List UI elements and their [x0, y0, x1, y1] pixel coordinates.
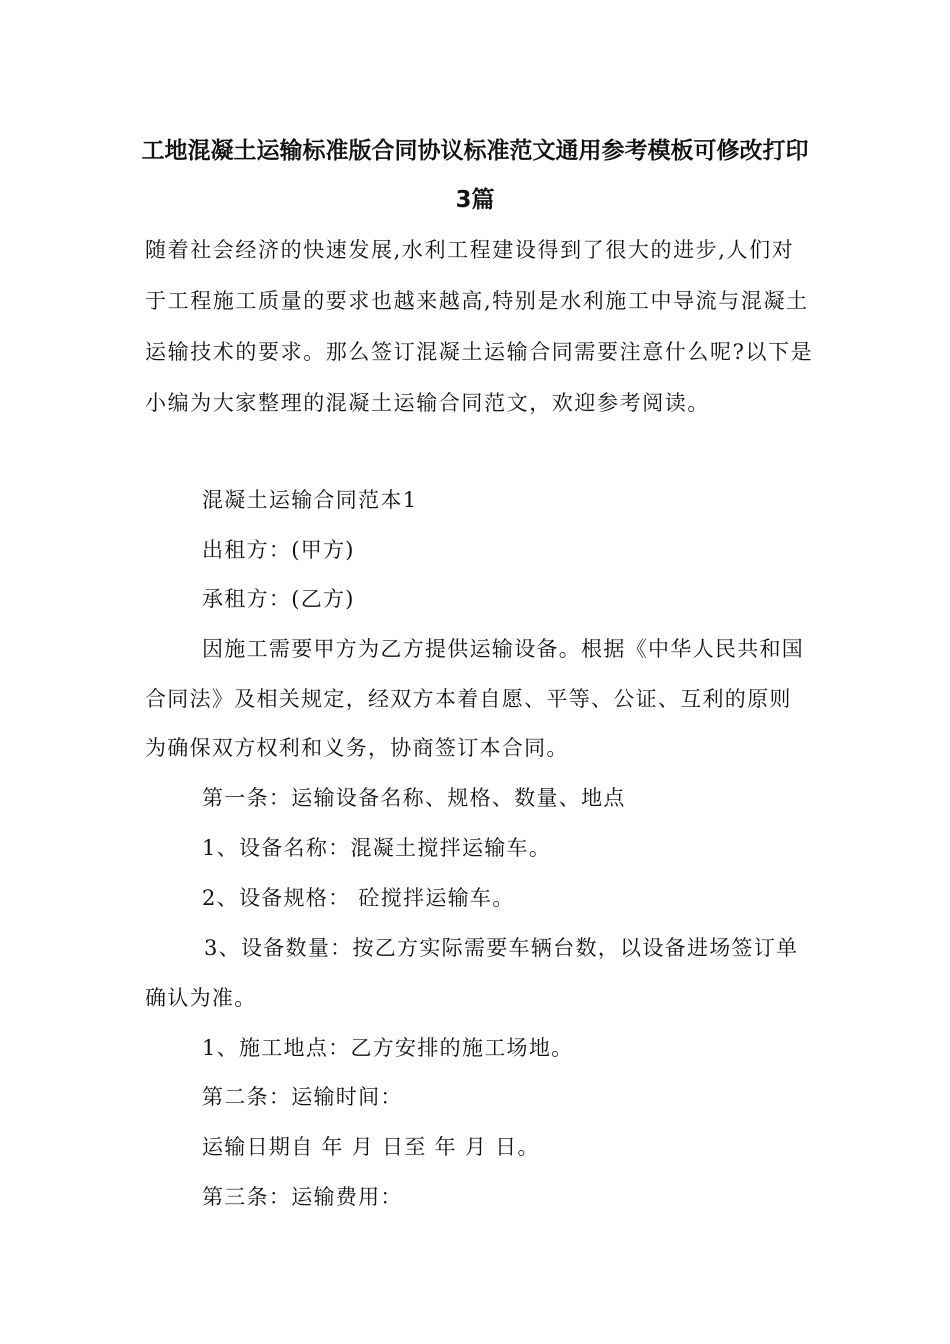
article-2-heading: 第二条：运输时间：	[202, 1085, 403, 1109]
lessee-line: 承租方：(乙方)	[202, 587, 355, 611]
article-3-heading: 第三条：运输费用：	[202, 1185, 403, 1209]
preamble-line: 为确保双方权利和义务，协商签订本合同。	[145, 736, 569, 760]
intro-paragraph-line: 于工程施工质量的要求也越来越高,特别是水利施工中导流与混凝土	[145, 289, 809, 313]
article-1-item: 1、施工地点：乙方安排的施工场地。	[202, 1036, 574, 1060]
section-heading: 混凝土运输合同范本1	[202, 488, 418, 512]
preamble-line: 因施工需要甲方为乙方提供运输设备。根据《中华人民共和国	[202, 637, 805, 661]
article-1-item: 3、设备数量：按乙方实际需要车辆台数，以设备进场签订单	[204, 936, 799, 960]
preamble-line: 合同法》及相关规定，经双方本着自愿、平等、公证、互利的原则	[145, 687, 792, 711]
article-1-item: 2、设备规格： 砼搅拌运输车。	[202, 886, 515, 910]
article-1-item-continued: 确认为准。	[145, 986, 257, 1010]
article-1-item: 1、设备名称：混凝土搅拌运输车。	[202, 836, 552, 860]
document-title-line-1: 工地混凝土运输标准版合同协议标准范文通用参考模板可修改打印	[141, 138, 809, 164]
transport-date-line: 运输日期自 年 月 日至 年 月 日。	[202, 1135, 540, 1159]
intro-paragraph-line: 小编为大家整理的混凝土运输合同范文，欢迎参考阅读。	[145, 391, 710, 415]
lessor-line: 出租方：(甲方)	[202, 538, 355, 562]
intro-paragraph-line: 运输技术的要求。那么签订混凝土运输合同需要注意什么呢?以下是	[145, 340, 814, 364]
intro-paragraph-line: 随着社会经济的快速发展,水利工程建设得到了很大的进步,人们对	[145, 238, 795, 262]
article-1-heading: 第一条：运输设备名称、规格、数量、地点	[202, 786, 626, 810]
document-title-line-2: 3篇	[455, 187, 495, 213]
